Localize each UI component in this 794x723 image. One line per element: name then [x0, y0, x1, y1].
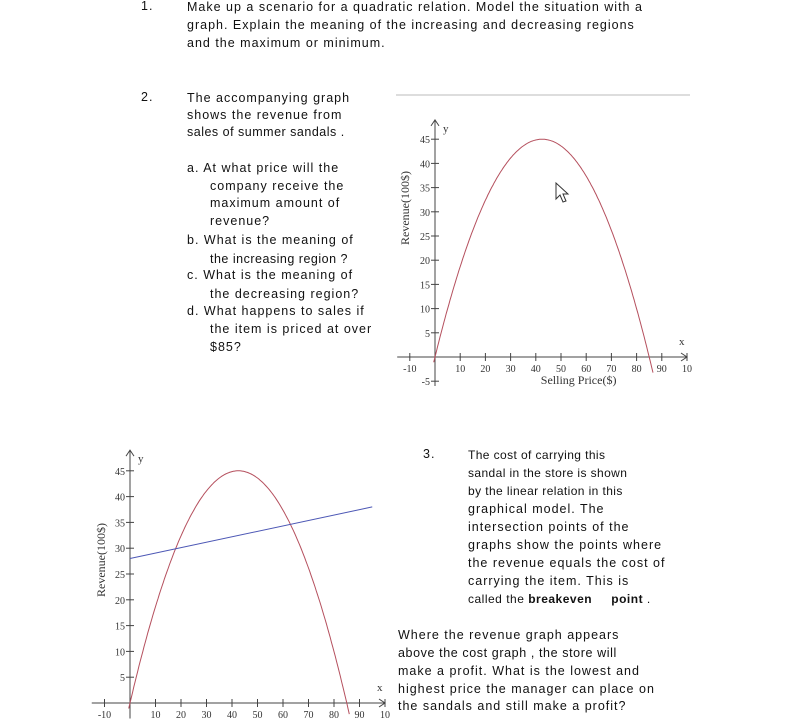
x-tick-label: 60: [278, 710, 288, 721]
x-tick-label: 40: [227, 710, 237, 721]
q3-last-prefix: called the: [468, 592, 529, 606]
y-axis-label: Revenue(100$): [398, 171, 412, 245]
y-tick-label: 35: [115, 518, 125, 530]
x-axis-name: x: [679, 336, 685, 348]
q2-part-c: c. What is the meaning of: [187, 268, 354, 282]
q3-profit-1: Where the revenue graph appears: [398, 628, 620, 642]
x-tick-label: 70: [606, 364, 617, 375]
q2-part-b-2: the increasing region ?: [210, 252, 348, 266]
x-tick-label: 10: [455, 364, 466, 375]
q2-intro-2: shows the revenue from: [187, 108, 343, 122]
y-tick-label: 40: [115, 492, 125, 504]
q1-number: 1.: [141, 0, 154, 13]
y-tick-label: 30: [420, 207, 430, 219]
x-tick-label: 40: [530, 364, 541, 375]
y-tick-label: 40: [420, 159, 430, 171]
q2-number: 2.: [141, 90, 154, 104]
revenue-curve: [129, 471, 350, 714]
x-tick-label: 20: [480, 364, 491, 375]
q2-part-a-2: company receive the: [210, 179, 345, 193]
q3-line-6: graphs show the points where: [468, 538, 663, 552]
x-tick-label: -10: [403, 364, 417, 375]
x-tick-label: 30: [505, 364, 516, 375]
y-tick-label: 20: [115, 595, 125, 607]
q3-profit-3: make a profit. What is the lowest and: [398, 664, 640, 678]
y-tick-label: -5: [421, 377, 430, 389]
y-tick-label: 5: [120, 673, 125, 685]
q2-part-b: b. What is the meaning of: [187, 233, 354, 247]
y-axis-name: y: [443, 122, 449, 135]
y-tick-label: 35: [420, 183, 430, 195]
x-tick-label: 80: [631, 364, 642, 375]
x-tick-label: 80: [329, 710, 339, 721]
q3-line-3: by the linear relation in this: [468, 484, 623, 498]
q3-line-4: graphical model. The: [468, 502, 605, 516]
q3-line-5: intersection points of the: [468, 520, 630, 534]
x-tick-label: 50: [556, 364, 566, 375]
q2-part-a: a. At what price will the: [187, 161, 340, 175]
x-tick-label: 20: [176, 710, 186, 721]
q2-part-d: d. What happens to sales if: [187, 304, 365, 318]
q3-last-suffix: .: [643, 592, 651, 606]
x-tick-label: -10: [97, 710, 112, 721]
q1-line-3: and the maximum or minimum.: [187, 36, 386, 50]
x-tick-label: 90: [354, 710, 365, 721]
y-tick-label: 25: [115, 570, 125, 581]
y-tick-label: 15: [115, 621, 125, 633]
q2-part-a-4: revenue?: [210, 214, 271, 228]
y-tick-label: 5: [425, 328, 430, 340]
x-tick-label: 50: [252, 710, 263, 721]
q3-number: 3.: [423, 447, 436, 461]
q2-intro-3: sales of summer sandals .: [187, 125, 345, 139]
x-axis-label: Selling Price($): [540, 373, 617, 387]
q3-line-8: carrying the item. This is: [468, 574, 630, 588]
q2-part-d-3: $85?: [210, 340, 242, 354]
y-tick-label: 10: [115, 647, 125, 659]
cost-line: [130, 507, 372, 559]
x-tick-label: 10: [380, 710, 390, 721]
x-tick-label: 70: [303, 710, 314, 721]
y-tick-label: 25: [420, 232, 430, 243]
q1-line-2: graph. Explain the meaning of the increasing and decreasing regions: [187, 18, 635, 32]
y-tick-label: 15: [420, 280, 430, 292]
q2-part-c-2: the decreasing region?: [210, 287, 360, 301]
x-axis-name: x: [377, 682, 383, 694]
q3-profit-2: above the cost graph , the store will: [398, 646, 617, 660]
q2-part-d-2: the item is priced at over: [210, 322, 373, 336]
q3-line-7: the revenue equals the cost of: [468, 556, 666, 570]
y-tick-label: 45: [115, 466, 125, 478]
q3-profit-5: the sandals and still make a profit?: [398, 699, 627, 713]
x-tick-label: 60: [581, 364, 592, 375]
y-tick-label: 20: [420, 256, 430, 268]
breakeven-point-term: breakeven point: [528, 592, 644, 606]
y-axis-name: y: [138, 453, 144, 466]
x-tick-label: 10: [150, 710, 161, 721]
y-tick-label: 45: [420, 135, 430, 147]
x-tick-label: 10: [682, 364, 692, 375]
q2-part-a-3: maximum amount of: [210, 196, 341, 210]
y-tick-label: 10: [420, 304, 430, 316]
y-axis-label: Revenue(100$): [94, 523, 108, 597]
q3-profit-4: highest price the manager can place on: [398, 682, 655, 696]
q3-line-1: The cost of carrying this: [468, 448, 606, 462]
q1-line-1: Make up a scenario for a quadratic relation. Model the situation with a: [187, 0, 643, 14]
x-tick-label: 90: [656, 364, 667, 375]
q3-line-2: sandal in the store is shown: [468, 466, 628, 480]
q2-intro-1: The accompanying graph: [187, 91, 351, 105]
y-tick-label: 30: [115, 544, 125, 556]
x-tick-label: 30: [201, 710, 212, 721]
